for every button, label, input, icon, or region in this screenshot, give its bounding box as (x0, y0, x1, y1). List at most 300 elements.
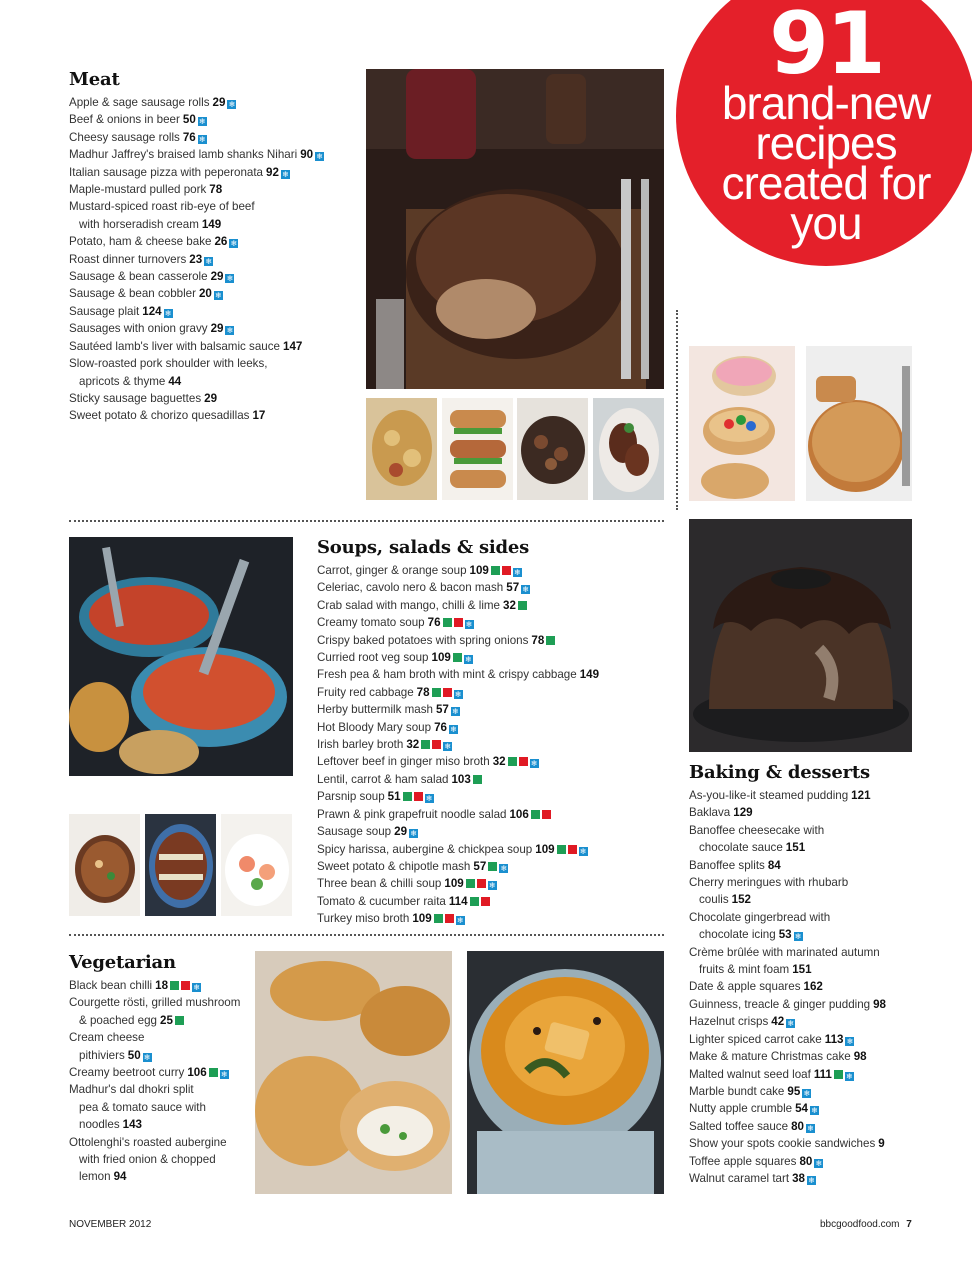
recipe-page: 143 (122, 1118, 142, 1132)
recipe-page: 78 (209, 183, 223, 197)
low-fat-icon (454, 618, 463, 627)
recipe-page: 29 (204, 391, 218, 405)
recipe-page: 92 (266, 165, 279, 179)
freezable-icon: ❄ (846, 1071, 853, 1081)
recipe-name: Irish barley broth (317, 738, 404, 752)
recipe-item (689, 804, 949, 821)
recipe-page: 50 (127, 1048, 141, 1062)
recipe-page: 152 (731, 893, 751, 907)
recipe-name-continued: & poached egg 25 (69, 1012, 259, 1029)
recipe-icons (489, 564, 522, 577)
recipe-item (317, 771, 667, 788)
freezable-icon: ❄ (530, 759, 538, 769)
section-divider-bottom (69, 934, 664, 936)
recipe-name: Sausage plait (69, 304, 140, 318)
recipe-item (317, 788, 667, 805)
recipe-name: Three bean & chilli soup (317, 877, 442, 891)
recipe-item (689, 996, 949, 1013)
recipe-name: Toffee apple squares (689, 1154, 797, 1168)
recipe-item (689, 1013, 949, 1030)
recipe-name: Sweet potato & chorizo quesadillas (69, 409, 250, 423)
recipe-name: Cream cheese (69, 1031, 145, 1045)
recipe-icons (471, 773, 482, 786)
recipe-page: 29 (212, 96, 226, 109)
recipe-item (689, 978, 949, 995)
recipe-icons (173, 1014, 184, 1027)
freezable-icon: ❄ (846, 1036, 854, 1046)
recipe-icons (519, 581, 530, 594)
cobbler-photo (366, 398, 437, 500)
recipe-name: Italian sausage pizza with peperonata (69, 165, 264, 179)
badge-number: 91 (769, 0, 883, 94)
recipe-name: Sausage & bean casserole (69, 270, 208, 284)
recipe-name-continued: lemon 94 (79, 1170, 127, 1184)
recipe-page: 23 (189, 252, 203, 266)
recipe-page: 151 (792, 963, 812, 977)
recipe-name-continued: chocolate sauce 151 (699, 841, 806, 855)
freezable-icon: ❄ (205, 256, 213, 266)
recipe-name-continued: coulis 152 (699, 893, 751, 907)
recipe-item (317, 893, 667, 910)
recipe-name: Prawn & pink grapefruit noodle salad (317, 807, 507, 821)
low-fat-icon (542, 810, 551, 819)
recipe-page: 124 (142, 304, 162, 318)
recipe-name: Walnut caramel tart (689, 1171, 790, 1185)
recipe-page: 109 (535, 842, 555, 856)
freezable-icon: ❄ (410, 829, 417, 839)
recipe-icons (279, 166, 290, 179)
recipe-name: Sweet potato & chipotle mash (317, 859, 471, 873)
recipe-name: Show your spots cookie sandwiches (689, 1137, 876, 1151)
healthy-icon (421, 740, 430, 749)
recipe-name-continued: apricots & thyme 44 (79, 374, 182, 388)
recipe-page: 76 (427, 616, 441, 630)
recipe-name: Date & apple squares (689, 980, 801, 994)
freezable-icon: ❄ (450, 724, 457, 734)
recipe-item (317, 579, 667, 596)
recipe-item (69, 129, 359, 146)
recipe-icons (168, 979, 201, 992)
recipe-name: Crème brûlée with marinated autumn (689, 945, 880, 959)
recipe-item (317, 597, 667, 614)
recipe-icons (812, 1155, 823, 1168)
recipe-name: Lentil, carrot & ham salad (317, 772, 449, 786)
recipe-name: Slow-roasted pork shoulder with leeks, (69, 357, 268, 371)
baking-section (689, 762, 949, 1187)
recipe-name: Roast dinner turnovers (69, 252, 187, 266)
recipe-item (689, 1153, 949, 1170)
healthy-icon (488, 862, 497, 871)
recipe-page: 20 (198, 287, 212, 301)
recipe-item (69, 1134, 259, 1186)
healthy-icon (473, 775, 482, 784)
vegetarian-list (69, 977, 259, 1186)
recipe-icons (196, 131, 207, 144)
column-divider (676, 310, 678, 510)
recipe-name: Salted toffee sauce (689, 1119, 789, 1133)
recipe-item (69, 320, 359, 337)
recipe-page: 57 (435, 703, 449, 717)
recipe-name: Hazelnut crisps (689, 1015, 769, 1029)
recipe-item (69, 1029, 259, 1064)
baguettes-photo (442, 398, 513, 500)
recipe-icons (464, 877, 497, 890)
freezable-icon: ❄ (198, 134, 206, 144)
recipe-item (689, 857, 949, 874)
recipe-name-continued: pithiviers 50 ❄ (79, 1048, 151, 1062)
recipe-name: Make & mature Christmas cake (689, 1050, 851, 1064)
recipe-name-continued: noodles 143 (79, 1118, 142, 1132)
recipe-page: 32 (503, 598, 516, 612)
recipe-icons (808, 1102, 819, 1115)
recipe-name: Madhur's dal dhokri split (69, 1083, 194, 1097)
healthy-icon (470, 897, 479, 906)
recipe-name: As-you-like-it steamed pudding (689, 789, 849, 802)
recipe-item (69, 181, 359, 198)
low-fat-icon (568, 845, 577, 854)
recipe-name: Guinness, treacle & ginger pudding (689, 997, 871, 1011)
marble-bundt-photo (689, 519, 912, 752)
recipe-page: 90 (300, 148, 314, 162)
recipe-item (317, 562, 667, 579)
recipe-page: 114 (448, 894, 468, 908)
recipe-item (317, 753, 667, 770)
recipe-name: Sausages with onion gravy (69, 322, 208, 336)
recipe-item (689, 1135, 949, 1152)
low-fat-icon (181, 981, 190, 990)
recipe-page: 57 (506, 581, 520, 595)
recipe-page: 78 (531, 633, 545, 647)
recipe-count-badge (676, 0, 972, 266)
recipe-page: 113 (824, 1032, 844, 1046)
pulled-pork-photo (366, 69, 664, 389)
recipe-icons (227, 235, 238, 248)
recipe-item (69, 146, 359, 163)
healthy-icon (508, 757, 517, 766)
recipe-page: 106 (509, 807, 529, 821)
recipe-item (69, 1081, 259, 1133)
recipe-icons (447, 721, 458, 734)
page-number: 7 (906, 1219, 912, 1230)
recipe-page: 151 (785, 841, 806, 855)
recipe-item (69, 198, 359, 233)
recipe-name: Potato, ham & cheese bake (69, 235, 212, 249)
recipe-page: 149 (201, 217, 222, 231)
recipe-icons (451, 651, 473, 664)
freezable-icon: ❄ (452, 707, 459, 717)
casserole-photo (517, 398, 588, 500)
recipe-page: 25 (160, 1013, 173, 1027)
freezable-icon: ❄ (514, 568, 521, 577)
recipe-item (317, 858, 667, 875)
healthy-icon (175, 1016, 184, 1025)
recipe-name: Maple-mustard pulled pork (69, 183, 207, 197)
recipe-name-continued: fruits & mint foam 151 (699, 963, 812, 977)
soups-section (317, 537, 667, 928)
recipe-icons (225, 96, 236, 109)
recipe-name: Black bean chilli (69, 979, 153, 992)
site-and-page (820, 1219, 912, 1230)
recipe-item (689, 1048, 949, 1065)
recipe-icons (401, 790, 434, 803)
recipe-name: Celeriac, cavolo nero & bacon mash (317, 581, 504, 595)
freezable-icon: ❄ (808, 1175, 815, 1185)
recipe-item (317, 614, 667, 631)
low-fat-icon (414, 792, 423, 801)
low-fat-icon (519, 757, 528, 766)
recipe-page: 109 (412, 912, 432, 926)
freezable-icon: ❄ (444, 742, 452, 752)
recipe-icons (212, 287, 223, 300)
recipe-icons (544, 634, 555, 647)
recipe-name: Herby buttermilk mash (317, 703, 433, 717)
recipe-name: Spicy harissa, aubergine & chickpea soup (317, 842, 533, 856)
recipe-name: Fruity red cabbage (317, 685, 414, 699)
recipe-page: 84 (767, 858, 781, 872)
recipe-page: 18 (155, 979, 169, 992)
recipe-item (317, 632, 667, 649)
recipe-name: Creamy beetroot curry (69, 1066, 185, 1080)
recipe-name: Beef & onions in beer (69, 113, 180, 127)
recipe-name-continued: chocolate icing 53 ❄ (699, 928, 802, 942)
freezable-icon: ❄ (456, 916, 464, 926)
recipe-icons (804, 1120, 815, 1133)
healthy-icon (403, 792, 412, 801)
recipe-name: Cherry meringues with rhubarb (689, 876, 849, 890)
recipe-page: 29 (394, 825, 408, 839)
healthy-icon (546, 636, 555, 645)
recipe-item (317, 719, 667, 736)
recipe-item (69, 994, 259, 1029)
recipe-name: Marble bundt cake (689, 1084, 785, 1098)
freezable-icon: ❄ (579, 846, 587, 856)
recipe-item (317, 875, 667, 892)
recipe-icons (555, 843, 588, 856)
recipe-name: Ottolenghi's roasted aubergine (69, 1135, 227, 1149)
noodle-salad-photo (221, 814, 292, 916)
recipe-item (69, 285, 359, 302)
recipe-name: Crispy baked potatoes with spring onions (317, 633, 529, 647)
recipe-icons (141, 1049, 152, 1062)
recipe-name: Carrot, ginger & orange soup (317, 564, 467, 577)
recipe-item (689, 822, 949, 857)
recipe-page: 53 (778, 928, 792, 942)
freezable-icon: ❄ (454, 689, 462, 699)
recipe-icons (805, 1172, 816, 1185)
recipe-page: 51 (387, 790, 401, 804)
low-fat-icon (432, 740, 441, 749)
recipe-name: Lighter spiced carrot cake (689, 1032, 822, 1046)
recipe-item (69, 268, 359, 285)
recipe-name: Crab salad with mango, chilli & lime (317, 598, 500, 612)
recipe-item (69, 355, 359, 390)
barley-broth-photo (69, 814, 140, 916)
recipe-icons (449, 703, 460, 716)
recipe-page: 32 (492, 755, 506, 769)
cookie-sandwiches-photo (689, 346, 795, 501)
healthy-icon (491, 566, 500, 575)
recipe-icons (223, 270, 234, 283)
recipe-icons (506, 755, 539, 768)
pithiviers-photo (255, 951, 452, 1194)
meat-list (69, 94, 359, 425)
freezable-icon: ❄ (811, 1106, 818, 1116)
dal-dhokri-photo (467, 951, 664, 1194)
recipe-item (689, 1031, 949, 1048)
freezable-icon: ❄ (465, 620, 473, 630)
recipe-name: Banoffee splits (689, 858, 765, 872)
recipe-page: 129 (733, 806, 753, 820)
recipe-name: Mustard-spiced roast rib-eye of beef (69, 200, 255, 214)
recipe-name: Baklava (689, 806, 731, 820)
recipe-name: Hot Bloody Mary soup (317, 720, 432, 734)
recipe-page: 38 (792, 1171, 805, 1185)
recipe-page: 29 (210, 322, 224, 336)
badge-line4: you (790, 197, 862, 249)
low-fat-icon (477, 879, 486, 888)
recipe-page: 42 (771, 1015, 785, 1029)
recipe-page: 80 (799, 1154, 813, 1168)
recipe-page: 103 (451, 772, 471, 786)
recipe-item (689, 1170, 949, 1187)
meat-section (69, 69, 359, 425)
recipe-item (69, 233, 359, 250)
recipe-item (317, 649, 667, 666)
healthy-icon (443, 618, 452, 627)
recipe-icons (207, 1066, 229, 1079)
healthy-icon (209, 1068, 218, 1077)
recipe-item (69, 94, 359, 111)
recipe-page: 109 (469, 564, 489, 577)
recipe-item (69, 251, 359, 268)
healthy-icon (557, 845, 566, 854)
freezable-icon: ❄ (226, 274, 234, 284)
recipe-name: Nutty apple crumble (689, 1102, 793, 1116)
recipe-icons (486, 860, 508, 873)
recipe-page: 98 (853, 1050, 867, 1064)
recipe-name: Leftover beef in ginger miso broth (317, 755, 490, 769)
recipe-name: Cheesy sausage rolls (69, 130, 180, 144)
recipe-page: 26 (214, 235, 228, 249)
issue-date: NOVEMBER 2012 (69, 1219, 152, 1230)
recipe-icons (529, 808, 551, 821)
freezable-icon: ❄ (226, 326, 234, 336)
recipe-name: Creamy tomato soup (317, 616, 425, 630)
recipe-item (689, 1100, 949, 1117)
freezable-icon: ❄ (425, 794, 433, 804)
recipe-page: 162 (803, 980, 823, 994)
recipe-item (689, 1083, 949, 1100)
freezable-icon: ❄ (794, 932, 802, 942)
freezable-icon: ❄ (316, 152, 323, 162)
recipe-page: 106 (187, 1066, 207, 1080)
recipe-item (317, 684, 667, 701)
recipe-item (69, 407, 359, 424)
recipe-name: Turkey miso broth (317, 912, 410, 926)
recipe-icons (843, 1033, 854, 1046)
freezable-icon: ❄ (815, 1158, 823, 1168)
recipe-item (689, 1066, 949, 1083)
recipe-page: 17 (252, 409, 266, 423)
lamb-shanks-photo (593, 398, 664, 500)
freezable-icon: ❄ (464, 655, 472, 665)
recipe-icons (792, 928, 803, 941)
recipe-item (69, 390, 359, 407)
recipe-item (69, 303, 359, 320)
recipe-icons (223, 322, 234, 335)
recipe-page: 147 (283, 339, 303, 353)
freezable-icon: ❄ (164, 308, 172, 318)
freezable-icon: ❄ (193, 983, 200, 992)
recipe-name: Parsnip soup (317, 790, 385, 804)
recipe-page: 29 (210, 270, 224, 284)
meat-heading: Meat (69, 69, 120, 90)
freezable-icon: ❄ (522, 585, 529, 595)
recipe-page: 54 (795, 1102, 809, 1116)
baking-heading: Baking & desserts (689, 762, 870, 783)
healthy-icon (453, 653, 462, 662)
recipe-item (69, 164, 359, 181)
recipe-page: 76 (434, 720, 447, 734)
section-divider-top (69, 520, 664, 522)
recipe-name: Courgette rösti, grilled mushroom (69, 996, 241, 1010)
bean-chilli-photo (145, 814, 216, 916)
recipe-item (317, 806, 667, 823)
freezable-icon: ❄ (198, 117, 206, 127)
low-fat-icon (443, 688, 452, 697)
healthy-icon (834, 1070, 843, 1079)
recipe-page: 94 (113, 1170, 127, 1184)
vegetarian-section (69, 952, 259, 1186)
recipe-item (689, 909, 949, 944)
recipe-name: Banoffee cheesecake with (689, 823, 825, 837)
recipe-page: 149 (579, 668, 600, 682)
recipe-icons (313, 148, 324, 161)
recipe-item (69, 111, 359, 128)
recipe-page: 78 (416, 685, 430, 699)
tomato-soup-photo (69, 537, 293, 776)
recipe-item (317, 823, 667, 840)
recipe-item (69, 977, 259, 994)
recipe-item (689, 874, 949, 909)
freezable-icon: ❄ (803, 1088, 811, 1098)
recipe-page: 109 (431, 651, 451, 665)
recipe-icons (430, 686, 463, 699)
low-fat-icon (445, 914, 454, 923)
recipe-page: 80 (791, 1119, 804, 1133)
recipe-name: Sausage & bean cobbler (69, 287, 196, 301)
freezable-icon: ❄ (230, 239, 238, 249)
recipe-item (317, 841, 667, 858)
recipe-icons (432, 912, 465, 925)
recipe-name-continued: with fried onion & chopped (79, 1153, 216, 1167)
recipe-item (317, 666, 667, 683)
recipe-icons (196, 113, 207, 126)
recipe-page: 57 (473, 859, 487, 873)
badge-line2: recipes (755, 117, 897, 169)
recipe-name: Curried root veg soup (317, 651, 429, 665)
recipe-item (689, 944, 949, 979)
recipe-icons (162, 305, 173, 318)
recipe-name-continued: pea & tomato sauce with (79, 1100, 206, 1114)
recipe-item (69, 338, 359, 355)
recipe-page: 50 (182, 113, 196, 127)
healthy-icon (434, 914, 443, 923)
recipe-item (317, 736, 667, 753)
walnut-loaf-photo (806, 346, 912, 501)
recipe-name: Sausage soup (317, 825, 392, 839)
recipe-page: 76 (182, 130, 196, 144)
